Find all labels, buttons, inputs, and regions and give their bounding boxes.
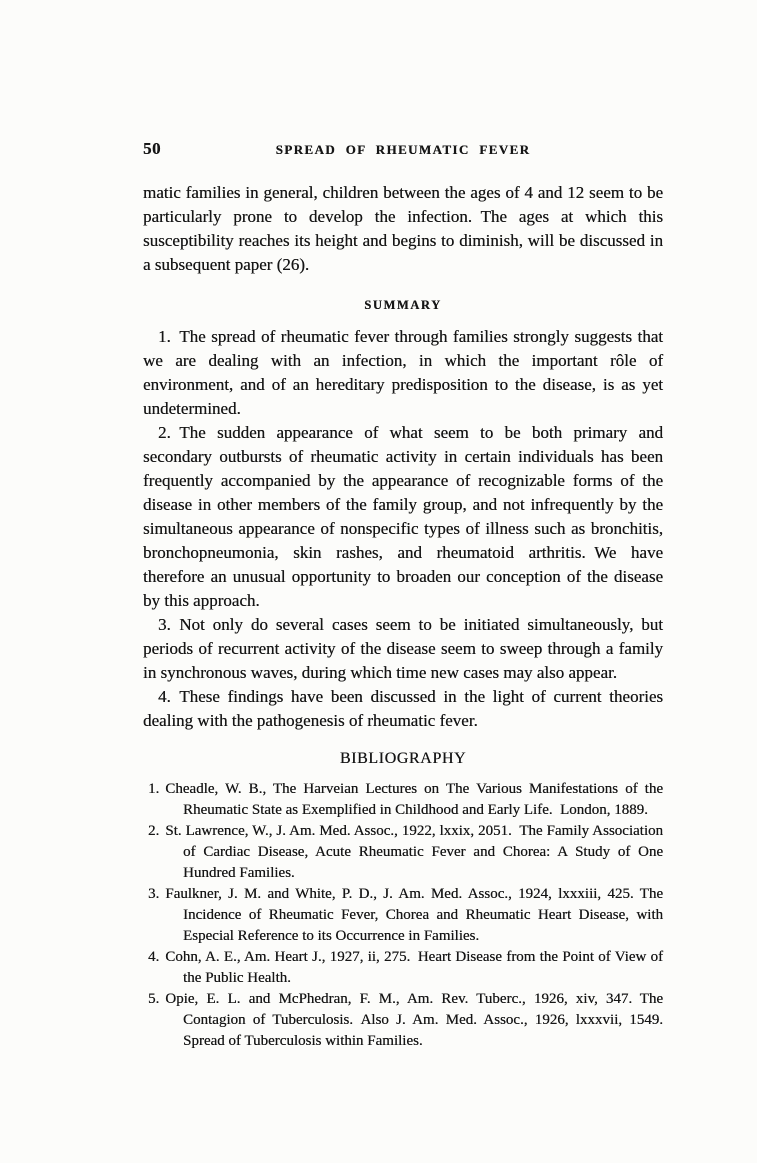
bib-entry-3: [143, 884, 663, 947]
bibliography-list: [143, 779, 663, 1052]
bib-entry-text: Cheadle, W. B., The Harveian Lectures on The Various Manifestations of the Rheumatic State as Exemplified in Childhood and Early Life. London, 1889.: [165, 781, 663, 818]
bib-entry-5: [143, 989, 663, 1052]
bib-entry-text: Opie, E. L. and McPhedran, F. M., Am. Rev. Tuberc., 1926, xiv, 347. The Contagion of Tuberculosis. Also J. Am. Med. Assoc., 1926, lxxxvii, 1549. Spread of Tuberculosis within Families.: [165, 991, 663, 1049]
summary-item-3: 3. Not only do several cases seem to be initiated simultaneously, but periods of recurrent activity of the disease seem to sweep through a family in synchronous waves, during which time new cases may also appear.: [143, 615, 663, 682]
summary-item-2: 2. The sudden appearance of what seem to be both primary and secondary outbursts of rheumatic activity in certain individuals has been frequently accompanied by the appearance of recognizable forms of the disease in other members of the family group, and not infrequently by the simultaneous appearance of nonspecific types of illness such as bronchitis, bronchopneumonia, skin rashes, and rheumatoid arthritis. We have therefore an unusual opportunity to broaden our conception of the disease by this approach.: [143, 423, 663, 610]
intro-paragraph: matic families in general, children between the ages of 4 and 12 seem to be particularly prone to develop the infection. The ages at which this susceptibility reaches its height and begins to diminish, will be discussed in a subsequent paper (26).: [143, 183, 663, 274]
bib-entry-number: 1.: [148, 781, 160, 797]
bib-entry-number: 2.: [148, 823, 160, 839]
bib-entry-text: Faulkner, J. M. and White, P. D., J. Am. Med. Assoc., 1924, lxxxiii, 425. The Incidence of Rheumatic Fever, Chorea and Rheumatic Heart Disease, with Especial Reference to its Occurrence in Families.: [165, 886, 663, 944]
bib-entry-2: [143, 821, 663, 884]
bib-entry-1: [143, 779, 663, 821]
running-head: SPREAD OF RHEUMATIC FEVER: [275, 142, 531, 157]
bib-entry-text: Cohn, A. E., Am. Heart J., 1927, ii, 275. Heart Disease from the Point of View of the Public Health.: [165, 949, 663, 986]
page-number: 50: [143, 139, 161, 158]
bib-entry-number: 3.: [148, 886, 160, 902]
bibliography-heading: BIBLIOGRAPHY: [339, 750, 467, 767]
summary-item-4: 4. These findings have been discussed in the light of current theories dealing with the pathogenesis of rheumatic fever.: [143, 687, 663, 730]
bib-entry-4: [143, 947, 663, 989]
bib-entry-number: 4.: [148, 949, 160, 965]
page-header: [143, 139, 663, 159]
summary-heading: SUMMARY: [364, 298, 442, 312]
summary-item-1: 1. The spread of rheumatic fever through families strongly suggests that we are dealing with an infection, in which the important rôle of environment, and of an hereditary predisposition to the disease, is as yet undetermined.: [143, 327, 663, 418]
bib-entry-text: St. Lawrence, W., J. Am. Med. Assoc., 1922, lxxix, 2051. The Family Association of Cardiac Disease, Acute Rheumatic Fever and Chorea: A Study of One Hundred Families.: [165, 823, 663, 881]
text-column: [143, 139, 663, 1052]
bib-entry-number: 5.: [148, 991, 160, 1007]
